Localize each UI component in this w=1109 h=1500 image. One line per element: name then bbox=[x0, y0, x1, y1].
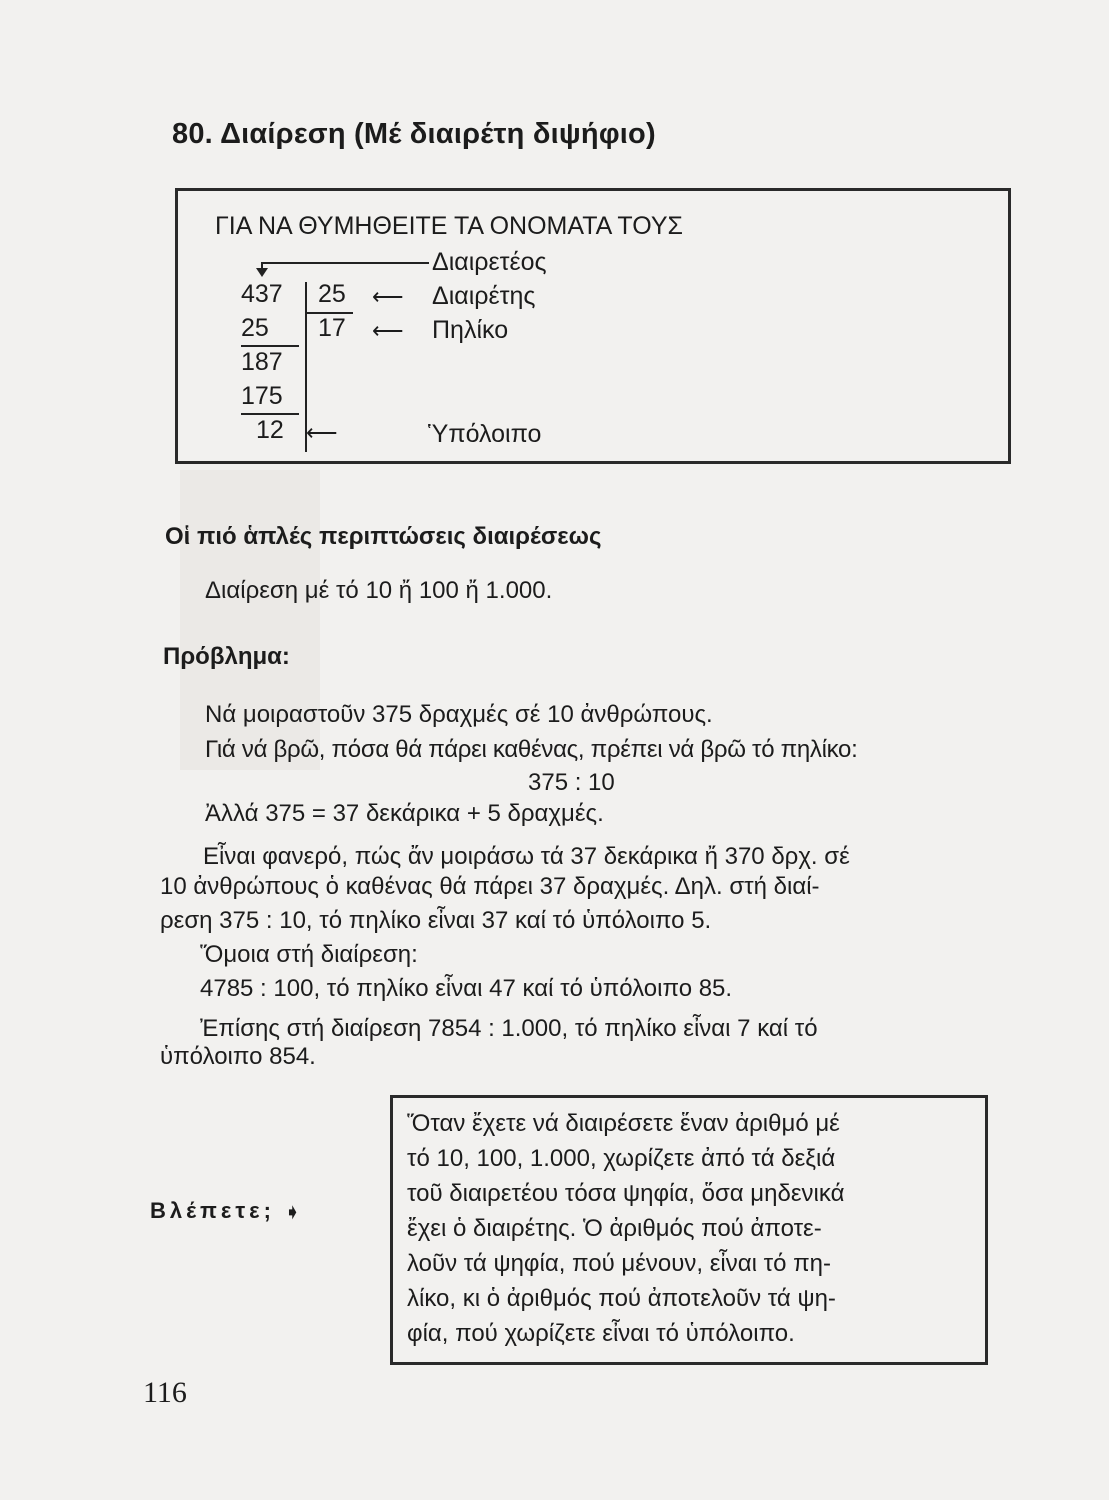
pointer-icon: ➧ bbox=[285, 1202, 305, 1222]
simple-cases-heading: Οἱ πιό ἁπλές περιπτώσεις διαιρέσεως bbox=[165, 523, 602, 550]
problem-label: Πρόβλημα: bbox=[163, 643, 290, 670]
partial-value: 187 bbox=[241, 348, 283, 376]
section-title: 80. Διαίρεση (Μέ διαιρέτη διψήφιο) bbox=[172, 118, 656, 150]
dividend-label: Διαιρετέος bbox=[432, 248, 547, 276]
rule-line: φία, πού χωρίζετε εἶναι τό ὑπόλοιπο. bbox=[407, 1320, 795, 1347]
remainder-label: Ὑπόλοιπο bbox=[428, 420, 542, 448]
rule-line: Ὅταν ἔχετε νά διαιρέσετε ἕναν ἀριθμό μέ bbox=[407, 1110, 840, 1137]
subtract2-value: 175 bbox=[241, 382, 283, 410]
remainder-value: 12 bbox=[256, 416, 284, 444]
page-number: 116 bbox=[143, 1376, 187, 1409]
subtract2-line bbox=[241, 413, 299, 415]
problem-line: Ἀλλά 375 = 37 δεκάρικα + 5 δραχμές. bbox=[205, 800, 604, 827]
quotient-label: Πηλίκο bbox=[432, 316, 509, 344]
subtract1-value: 25 bbox=[241, 314, 269, 342]
problem-line: Ἐπίσης στή διαίρεση 7854 : 1.000, τό πηλίκο εἶναι 7 καί τό bbox=[200, 1015, 818, 1042]
remainder-arrow-icon: ⟵ bbox=[306, 420, 338, 445]
problem-line: ὑπόλοιπο 854. bbox=[160, 1043, 316, 1070]
rule-line: λίκο, κι ὁ ἀριθμός πού ἀποτελοῦν τά ψη- bbox=[407, 1285, 836, 1312]
rule-line: λοῦν τά ψηφία, πού μένουν, εἶναι τό πη- bbox=[407, 1250, 832, 1277]
problem-line: 10 ἀνθρώπους ὁ καθένας θά πάρει 37 δραχμές. Δηλ. στή διαί- bbox=[160, 873, 820, 900]
subtract1-line bbox=[241, 345, 299, 347]
names-box-heading: ΓΙΑ ΝΑ ΘΥΜΗΘΕΙΤΕ ΤΑ ΟΝΟΜΑΤΑ ΤΟΥΣ bbox=[215, 212, 683, 240]
divisor-label: Διαιρέτης bbox=[432, 282, 536, 310]
dividend-arrow-line bbox=[261, 262, 429, 264]
rule-line: τοῦ διαιρετέου τόσα ψηφία, ὅσα μηδενικά bbox=[407, 1180, 845, 1207]
rule-text bbox=[407, 1106, 972, 1351]
problem-line: Γιά νά βρῶ, πόσα θά πάρει καθένας, πρέπει νά βρῶ τό πηλίκο: bbox=[205, 736, 858, 763]
rule-line: τό 10, 100, 1.000, χωρίζετε ἀπό τά δεξιά bbox=[407, 1145, 836, 1172]
divisor-arrow-icon: ⟵ bbox=[372, 284, 404, 309]
problem-line: 375 : 10 bbox=[528, 769, 615, 796]
problem-line: 4785 : 100, τό πηλίκο εἶναι 47 καί τό ὑπόλοιπο 85. bbox=[200, 975, 733, 1002]
dividend-value: 437 bbox=[241, 280, 283, 308]
rule-line: ἔχει ὁ διαιρέτης. Ὁ ἀριθμός πού ἀποτε- bbox=[407, 1215, 822, 1242]
simple-cases-subheading: Διαίρεση μέ τό 10 ἤ 100 ἤ 1.000. bbox=[205, 577, 553, 604]
problem-line: Εἶναι φανερό, πώς ἄν μοιράσω τά 37 δεκάρικα ἤ 370 δρχ. σέ bbox=[203, 843, 850, 870]
see-label-text: Βλέπετε; bbox=[150, 1198, 275, 1223]
dividend-arrow-head bbox=[256, 268, 268, 277]
quotient-value: 17 bbox=[318, 314, 346, 342]
see-label bbox=[150, 1198, 304, 1224]
quotient-arrow-icon: ⟵ bbox=[372, 318, 404, 343]
problem-line: Νά μοιραστοῦν 375 δραχμές σέ 10 ἀνθρώπους. bbox=[205, 701, 713, 728]
problem-line: Ὅμοια στή διαίρεση: bbox=[200, 941, 418, 968]
divisor-value: 25 bbox=[318, 280, 346, 308]
problem-line: ρεση 375 : 10, τό πηλίκο εἶναι 37 καί τό ὑπόλοιπο 5. bbox=[160, 907, 712, 934]
